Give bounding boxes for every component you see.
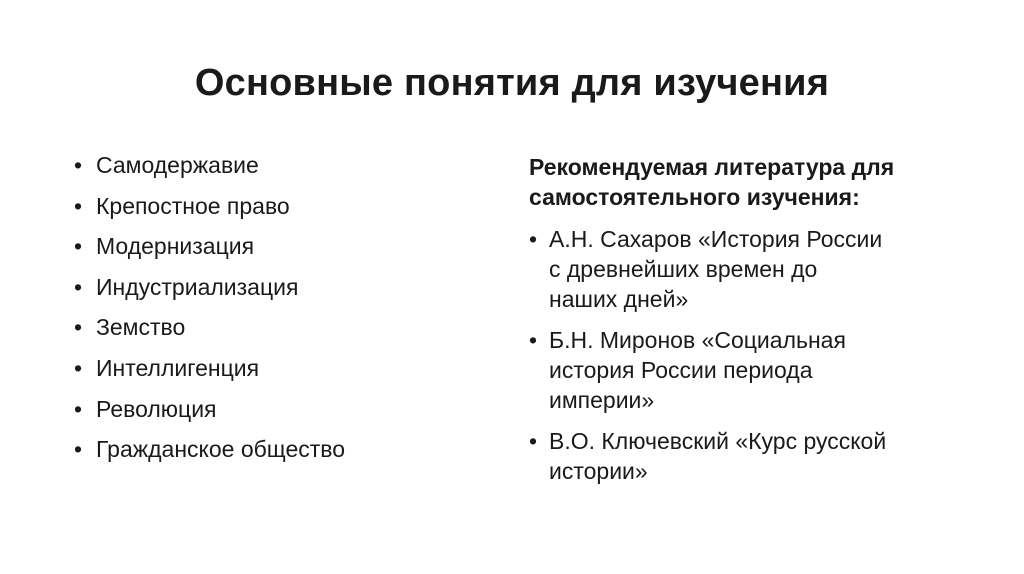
list-item <box>74 312 494 342</box>
concepts-column <box>74 150 494 475</box>
bullet-icon: • <box>529 327 538 353</box>
bullet-icon: • <box>74 395 83 422</box>
concept-label: Гражданское общество <box>96 436 346 463</box>
literature-line: империи» <box>549 387 655 413</box>
list-item <box>74 150 494 180</box>
literature-line: Б.Н. Миронов «Социальная <box>549 327 846 353</box>
bullet-icon: • <box>74 273 83 300</box>
literature-line: с древнейших времен до <box>549 256 818 282</box>
literature-heading <box>529 152 949 212</box>
slide-title: Основные понятия для изучения <box>194 62 830 104</box>
list-item <box>74 434 494 464</box>
concept-label: Крепостное право <box>96 192 290 219</box>
literature-item <box>529 325 949 415</box>
bullet-icon: • <box>529 226 538 252</box>
concept-label: Индустриализация <box>96 273 299 300</box>
literature-column <box>529 152 949 497</box>
list-item <box>74 353 494 383</box>
literature-heading-line: самостоятельного изучения: <box>529 184 860 210</box>
list-item <box>74 272 494 302</box>
list-item <box>74 191 494 221</box>
literature-line: А.Н. Сахаров «История России <box>549 226 883 252</box>
literature-line: истории» <box>549 458 648 484</box>
bullet-icon: • <box>529 428 538 454</box>
bullet-icon: • <box>74 354 83 381</box>
literature-list <box>529 224 949 486</box>
concept-label: Самодержавие <box>96 152 259 178</box>
concept-label: Модернизация <box>96 233 255 260</box>
concepts-list <box>74 150 494 464</box>
literature-item <box>529 426 949 486</box>
concept-label: Революция <box>96 395 217 422</box>
bullet-icon: • <box>74 436 83 463</box>
literature-line: наших дней» <box>549 286 689 312</box>
literature-heading-line: Рекомендуемая литература для <box>529 154 895 180</box>
concept-label: Интеллигенция <box>96 354 260 381</box>
literature-line: В.О. Ключевский «Курс русской <box>549 428 887 454</box>
list-item <box>74 231 494 261</box>
bullet-icon: • <box>74 192 83 219</box>
bullet-icon: • <box>74 233 83 260</box>
literature-item <box>529 224 949 314</box>
bullet-icon: • <box>74 152 83 178</box>
bullet-icon: • <box>74 314 83 341</box>
list-item <box>74 394 494 424</box>
concept-label: Земство <box>96 314 186 341</box>
literature-line: история России периода <box>549 357 813 383</box>
